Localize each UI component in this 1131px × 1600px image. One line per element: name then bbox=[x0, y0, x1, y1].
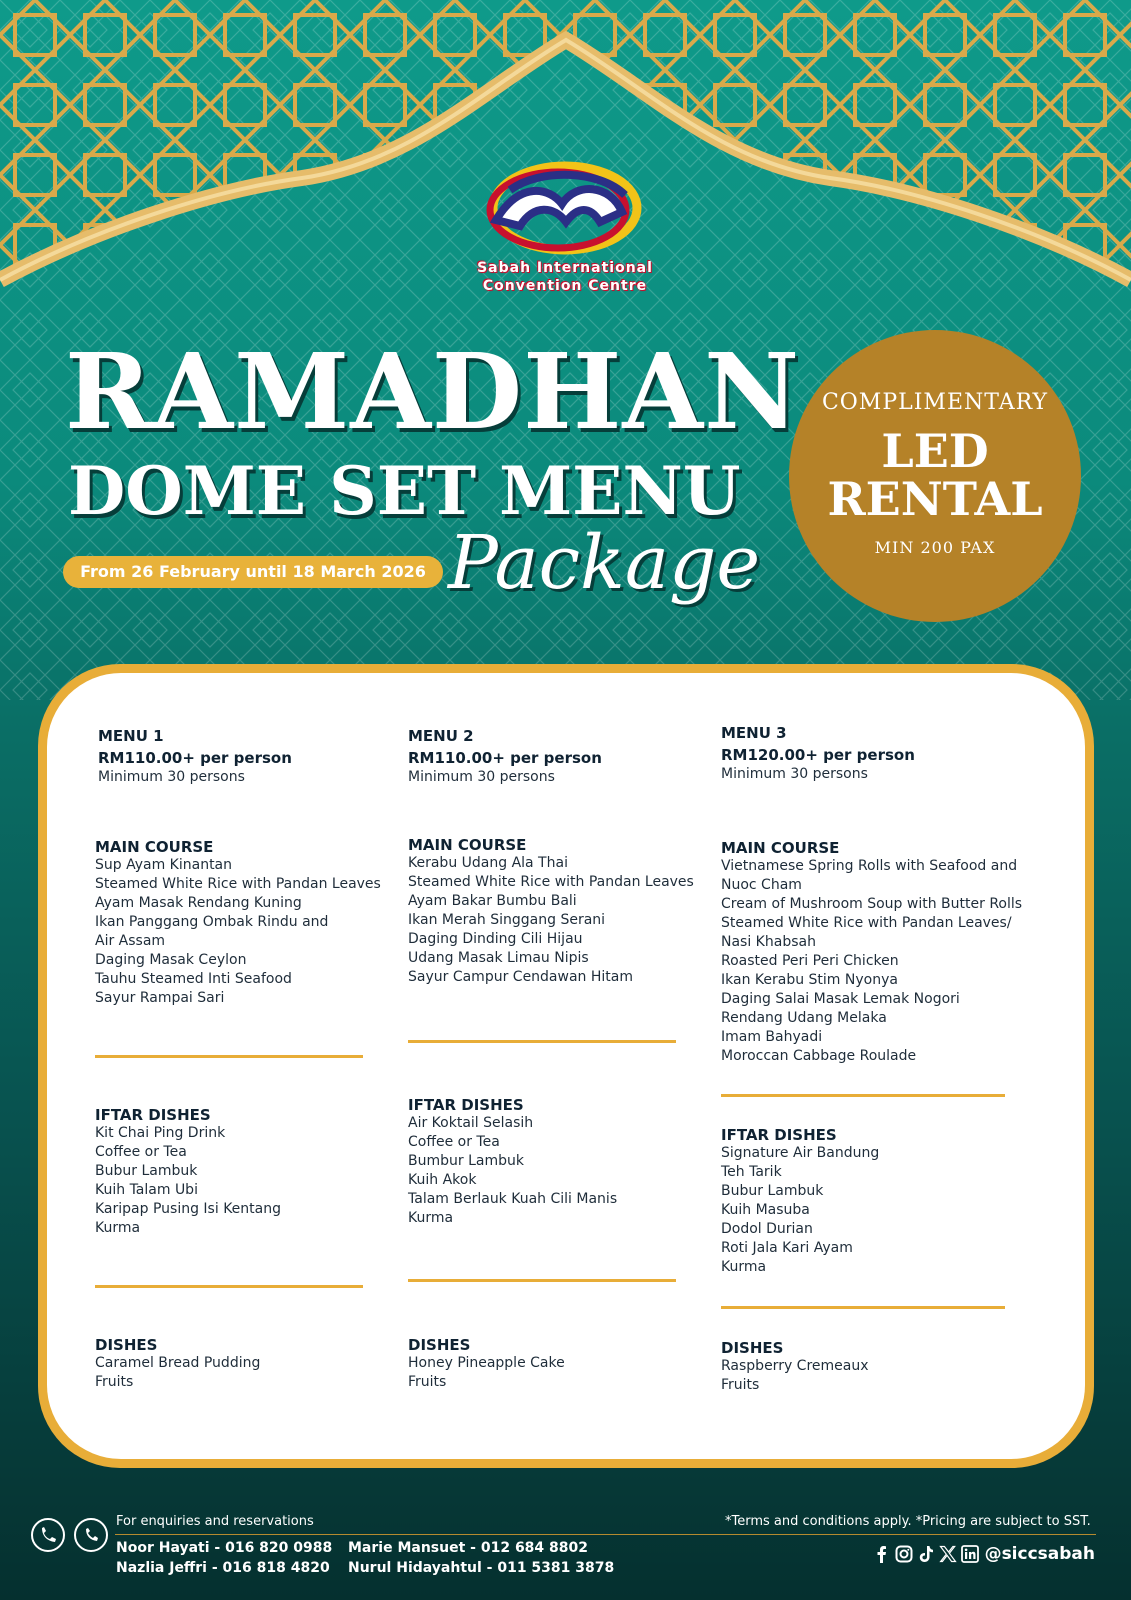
menu-1-minimum: Minimum 30 persons bbox=[98, 769, 245, 785]
menu-1-price: RM110.00+ per person bbox=[98, 749, 292, 767]
phone-icon[interactable] bbox=[31, 1518, 65, 1552]
list-item: Honey Pineapple Cake bbox=[408, 1355, 565, 1371]
list-item: Talam Berlauk Kuah Cili Manis bbox=[408, 1191, 618, 1207]
list-item: Kurma bbox=[408, 1210, 454, 1226]
promo-complimentary: COMPLIMENTARY bbox=[821, 390, 1049, 415]
list-item: Sayur Campur Cendawan Hitam bbox=[408, 969, 633, 985]
date-range-badge: From 26 February until 18 March 2026 bbox=[63, 556, 443, 588]
menu-3-divider-2 bbox=[721, 1306, 1005, 1309]
menu-3-main-title: MAIN COURSE bbox=[721, 839, 840, 857]
menu-3-iftar-title: IFTAR DISHES bbox=[721, 1126, 837, 1144]
list-item: Tauhu Steamed Inti Seafood bbox=[95, 971, 292, 987]
list-item: Kerabu Udang Ala Thai bbox=[408, 855, 568, 871]
promo-led: LED bbox=[881, 424, 989, 478]
list-item: Air Koktail Selasih bbox=[408, 1115, 534, 1131]
list-item: Coffee or Tea bbox=[95, 1144, 187, 1160]
list-item: Udang Masak Limau Nipis bbox=[408, 950, 589, 966]
list-item: Ikan Panggang Ombak Rindu and bbox=[95, 914, 329, 930]
menu-3-minimum: Minimum 30 persons bbox=[721, 766, 868, 782]
list-item: Nasi Khabsah bbox=[721, 934, 816, 950]
social-handle[interactable]: @siccsabah bbox=[984, 1544, 1095, 1564]
list-item: Fruits bbox=[408, 1374, 447, 1390]
title-ramadhan: RAMADHAN bbox=[65, 330, 801, 453]
list-item: Steamed White Rice with Pandan Leaves bbox=[408, 874, 694, 890]
list-item: Teh Tarik bbox=[721, 1164, 782, 1180]
linkedin-icon[interactable] bbox=[961, 1545, 979, 1563]
x-twitter-icon[interactable] bbox=[939, 1545, 957, 1563]
menu-2-name: MENU 2 bbox=[408, 727, 474, 745]
menu-1-main-title: MAIN COURSE bbox=[95, 838, 214, 856]
promo-rental: RENTAL bbox=[827, 472, 1043, 526]
list-item: Daging Salai Masak Lemak Nogori bbox=[721, 991, 960, 1007]
menu-1-divider-2 bbox=[95, 1285, 363, 1288]
menu-2-dishes bbox=[408, 1336, 565, 1392]
menu-2-iftar-title: IFTAR DISHES bbox=[408, 1096, 524, 1114]
menu-2-iftar bbox=[408, 1096, 617, 1228]
list-item: Rendang Udang Melaka bbox=[721, 1010, 887, 1026]
menu-1-dishes bbox=[95, 1336, 260, 1392]
contact-marie-mansuet: Marie Mansuet - 012 684 8802 bbox=[348, 1540, 589, 1556]
social-links bbox=[873, 1544, 1095, 1564]
logo-line-1: Sabah International bbox=[477, 260, 653, 276]
list-item: Ayam Bakar Bumbu Bali bbox=[408, 893, 577, 909]
terms-text: *Terms and conditions apply. *Pricing are subject to SST. bbox=[725, 1514, 1091, 1529]
sicc-emblem-icon bbox=[450, 160, 680, 260]
list-item: Kurma bbox=[95, 1220, 141, 1236]
menu-1-name: MENU 1 bbox=[98, 727, 164, 745]
list-item: Air Assam bbox=[95, 933, 166, 949]
menu-3-dishes-title: DISHES bbox=[721, 1339, 784, 1357]
menu-1-header bbox=[98, 727, 292, 785]
list-item: Kuih Talam Ubi bbox=[95, 1182, 198, 1198]
list-item: Ayam Masak Rendang Kuning bbox=[95, 895, 302, 911]
whatsapp-icon[interactable] bbox=[74, 1518, 108, 1552]
menu-3-divider-1 bbox=[721, 1094, 1005, 1097]
enquiry-label: For enquiries and reservations bbox=[116, 1514, 314, 1529]
list-item: Ikan Merah Singgang Serani bbox=[408, 912, 606, 928]
menu-2-header bbox=[408, 727, 602, 785]
menu-1-dishes-title: DISHES bbox=[95, 1336, 158, 1354]
list-item: Daging Dinding Cili Hijau bbox=[408, 931, 583, 947]
list-item: Fruits bbox=[95, 1374, 134, 1390]
menu-3-name: MENU 3 bbox=[721, 724, 787, 742]
list-item: Roasted Peri Peri Chicken bbox=[721, 953, 899, 969]
list-item: Caramel Bread Pudding bbox=[95, 1355, 261, 1371]
list-item: Kuih Akok bbox=[408, 1172, 477, 1188]
menu-3-price: RM120.00+ per person bbox=[721, 746, 915, 764]
menu-2-main-title: MAIN COURSE bbox=[408, 836, 527, 854]
list-item: Fruits bbox=[721, 1377, 760, 1393]
menu-1-main-course bbox=[95, 838, 381, 1008]
list-item: Nuoc Cham bbox=[721, 877, 802, 893]
facebook-icon[interactable] bbox=[873, 1545, 891, 1563]
list-item: Bubur Lambuk bbox=[721, 1183, 824, 1199]
logo-line-2: Convention Centre bbox=[482, 278, 648, 294]
contact-nazlia-jeffri: Nazlia Jeffri - 016 818 4820 bbox=[116, 1560, 330, 1576]
list-item: Bubur Lambuk bbox=[95, 1163, 198, 1179]
menu-2-price: RM110.00+ per person bbox=[408, 749, 602, 767]
list-item: Daging Masak Ceylon bbox=[95, 952, 247, 968]
contact-nurul-hidayahtul: Nurul Hidayahtul - 011 5381 3878 bbox=[348, 1560, 615, 1576]
menu-1-iftar bbox=[95, 1106, 281, 1238]
list-item: Cream of Mushroom Soup with Butter Rolls bbox=[721, 896, 1023, 912]
menu-2-dishes-title: DISHES bbox=[408, 1336, 471, 1354]
sicc-logo bbox=[450, 160, 680, 300]
list-item: Imam Bahyadi bbox=[721, 1029, 823, 1045]
list-item: Karipap Pusing Isi Kentang bbox=[95, 1201, 281, 1217]
menu-2-minimum: Minimum 30 persons bbox=[408, 769, 555, 785]
menu-1-divider-1 bbox=[95, 1055, 363, 1058]
list-item: Sup Ayam Kinantan bbox=[95, 857, 233, 873]
menu-3-dishes bbox=[721, 1339, 869, 1395]
list-item: Kuih Masuba bbox=[721, 1202, 810, 1218]
title-dome-set-menu: DOME SET MENU bbox=[68, 452, 741, 530]
list-item: Kurma bbox=[721, 1259, 767, 1275]
promo-min-pax: MIN 200 PAX bbox=[874, 538, 996, 557]
instagram-icon[interactable] bbox=[895, 1545, 913, 1563]
list-item: Ikan Kerabu Stim Nyonya bbox=[721, 972, 898, 988]
menu-3-header bbox=[721, 724, 915, 782]
list-item: Moroccan Cabbage Roulade bbox=[721, 1048, 917, 1064]
package-script-text: Package bbox=[448, 520, 761, 606]
footer-divider bbox=[115, 1534, 1096, 1535]
menu-2-divider-2 bbox=[408, 1279, 676, 1282]
list-item: Signature Air Bandung bbox=[721, 1145, 880, 1161]
list-item: Sayur Rampai Sari bbox=[95, 990, 225, 1006]
list-item: Steamed White Rice with Pandan Leaves/ bbox=[721, 915, 1012, 931]
list-item: Vietnamese Spring Rolls with Seafood and bbox=[721, 858, 1018, 874]
list-item: Roti Jala Kari Ayam bbox=[721, 1240, 853, 1256]
menu-3-main-course bbox=[721, 839, 1022, 1066]
menu-2-main-course bbox=[408, 836, 694, 987]
list-item: Kit Chai Ping Drink bbox=[95, 1125, 226, 1141]
menu-2-divider-1 bbox=[408, 1040, 676, 1043]
list-item: Dodol Durian bbox=[721, 1221, 813, 1237]
led-rental-badge bbox=[789, 330, 1081, 622]
menu-3-iftar bbox=[721, 1126, 879, 1277]
contact-noor-hayati: Noor Hayati - 016 820 0988 bbox=[116, 1540, 333, 1556]
list-item: Raspberry Cremeaux bbox=[721, 1358, 869, 1374]
list-item: Steamed White Rice with Pandan Leaves bbox=[95, 876, 381, 892]
menu-1-iftar-title: IFTAR DISHES bbox=[95, 1106, 211, 1124]
tiktok-icon[interactable] bbox=[917, 1545, 935, 1563]
list-item: Coffee or Tea bbox=[408, 1134, 500, 1150]
list-item: Bumbur Lambuk bbox=[408, 1153, 524, 1169]
